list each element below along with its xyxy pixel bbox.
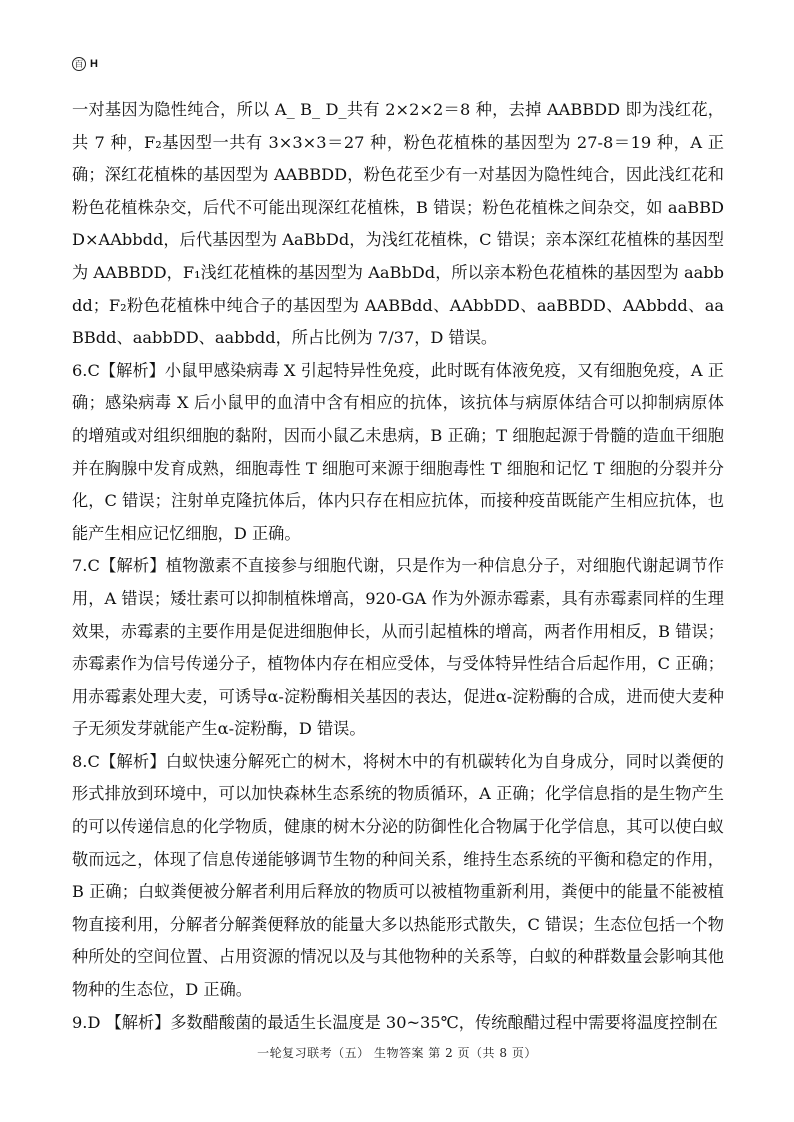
paragraph-answer-7: 7.C【解析】植物激素不直接参与细胞代谢，只是作为一种信息分子，对细胞代谢起调节作用，A 错误；矮壮素可以抑制植株增高，920-GA 作为外源赤霉素，具有赤霉素同样的生理效果，赤霉素的主要作用是促进细胞伸长，从而引起植株的增高，两者作用相反，B 错误；赤霉素作为信号传递分子，植物体内存在相应受体，与受体特异性结合后起作用，C 正确；用赤霉素处理大麦，可诱导α-淀粉酶相关基因的表达，促进α-淀粉酶的合成，进而使大麦种子无须发芽就能产生α-淀粉酶，D 错误。 [72,556,724,739]
page-footer: 一轮复习联考（五） 生物答案 第 2 页（共 8 页） [257,1046,537,1060]
paragraph-answer-6: 6.C【解析】小鼠甲感染病毒 X 引起特异性免疫，此时既有体液免疫，又有细胞免疫，A 正确；感染病毒 X 后小鼠甲的血清中含有相应的抗体，该抗体与病原体结合可以抑制病原体的增殖或对组织细胞的黏附，因而小鼠乙未患病，B 正确；T 细胞起源于骨髓的造血干细胞并在胸腺中发育成熟，细胞毒性 T 细胞可来源于细胞毒性 T 细胞和记忆 T 细胞的分裂并分化，C 错误；注射单克隆抗体后，体内只存在相应抗体，而接种疫苗既能产生相应抗体，也能产生相应记忆细胞，D 正确。 [72,360,724,543]
publisher-logo [72,57,98,71]
paragraph-answer-8: 8.C【解析】白蚁快速分解死亡的树木，将树木中的有机碳转化为自身成分，同时以粪便的形式排放到环境中，可以加快森林生态系统的物质循环，A 正确；化学信息指的是生物产生的可以传递信息的化学物质，健康的树木分泌的防御性化合物属于化学信息，其可以使白蚁敬而远之，体现了信息传递能够调节生物的种间关系，维持生态系统的平衡和稳定的作用，B 正确；白蚁粪便被分解者利用后释放的物质可以被植物重新利用，粪便中的能量不能被植物直接利用，分解者分解粪便释放的能量大多以热能形式散失，C 错误；生态位包括一个物种所处的空间位置、占用资源的情况以及与其他物种的关系等，白蚁的种群数量会影响其他物种的生态位，D 正确。 [72,751,724,1000]
paragraph-5-continuation: 一对基因为隐性纯合，所以 A_ B_ D_共有 2×2×2＝8 种，去掉 AABBDD 即为浅红花，共 7 种，F₂基因型一共有 3×3×3＝27 种，粉色花植株的基因型为 27-8＝19 种，A 正确；深红花植株的基因型为 AABBDD，粉色花至少有一对基因为隐性纯合，因此浅红花和粉色花植株杂交，后代不可能出现深红花植株，B 错误；粉色花植株之间杂交，如 aaBBDD×AAbbdd，后代基因型为 AaBbDd，为浅红花植株，C 错误；亲本深红花植株的基因型为 AABBDD，F₁浅红花植株的基因型为 AaBbDd，所以亲本粉色花植株的基因型为 aabbdd；F₂粉色花植株中纯合子的基因型为 AABBdd、AAbbDD、aaBBDD、AAbbdd、aaBBdd、aabbDD、aabbdd，所占比例为 7/37，D 错误。 [72,100,724,348]
paragraph-answer-9: 9.D 【解析】多数醋酸菌的最适生长温度是 30~35℃，传统酿醋过程中需要将温度控制在 [72,1012,718,1032]
answer-text-body [72,94,724,1039]
logo-letter: H [90,58,98,70]
logo-circle-glyph: 百 [72,57,86,71]
